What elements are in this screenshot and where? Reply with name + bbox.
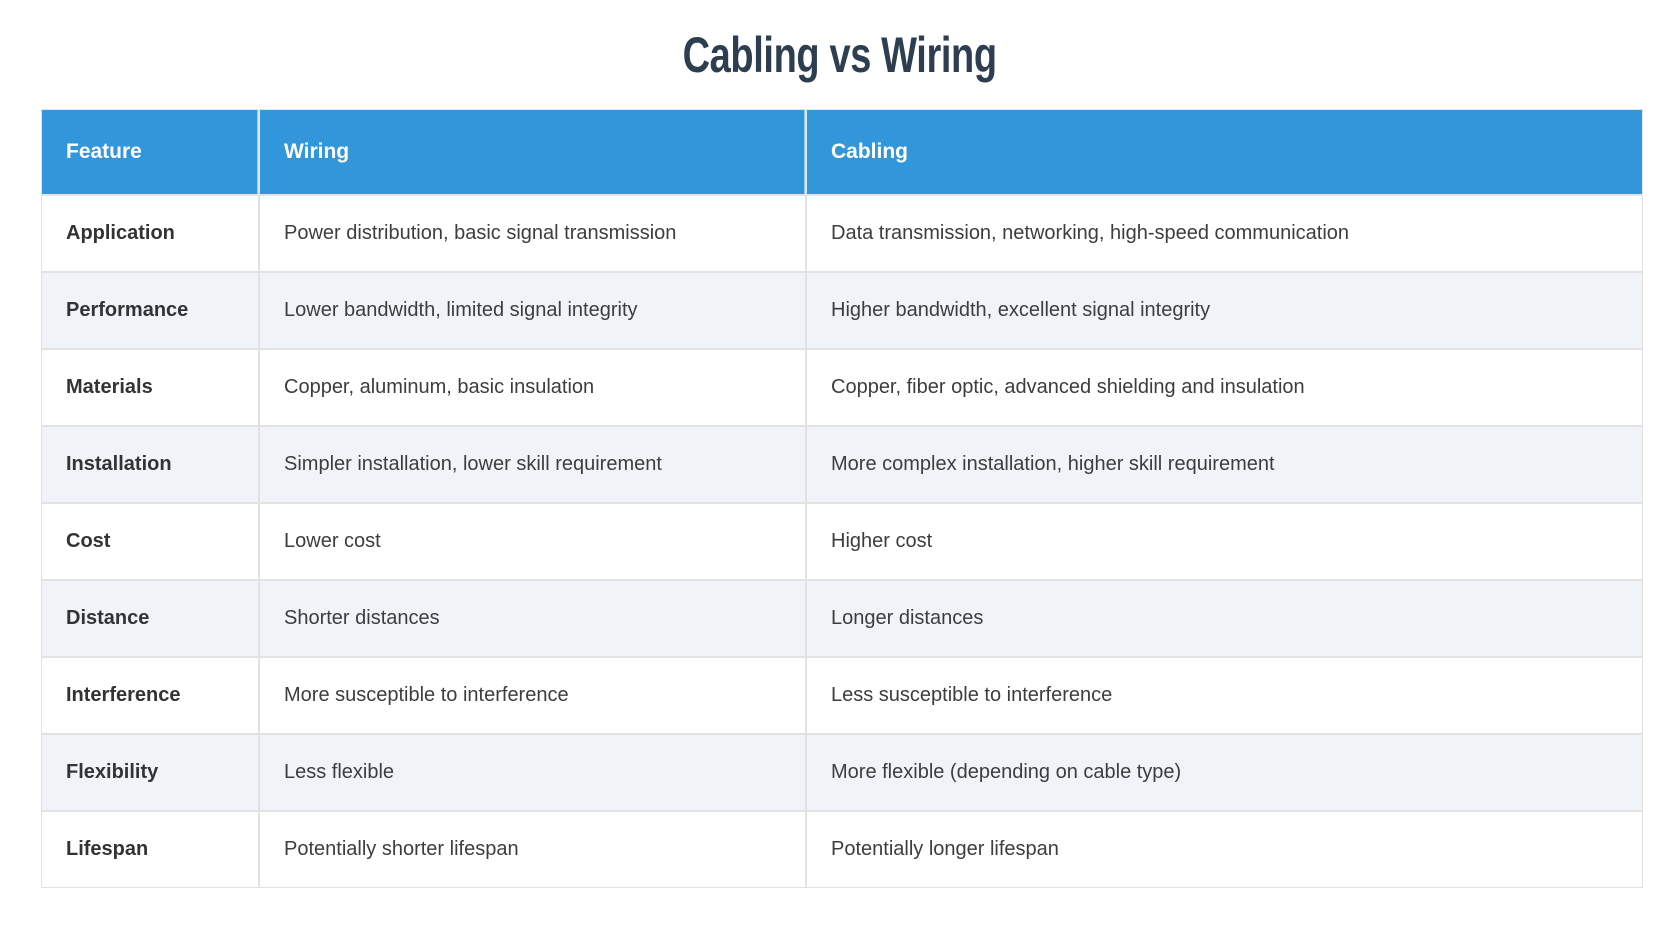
column-header-feature: Feature (42, 110, 258, 194)
cabling-cell: Higher bandwidth, excellent signal integrity (807, 273, 1642, 348)
table-row (42, 581, 1642, 656)
cabling-cell: Data transmission, networking, high-speed communication (807, 196, 1642, 271)
feature-cell: Cost (42, 504, 258, 579)
feature-cell: Materials (42, 350, 258, 425)
wiring-cell: Power distribution, basic signal transmission (260, 196, 805, 271)
table-row (42, 735, 1642, 810)
table-row (42, 504, 1642, 579)
wiring-cell: Shorter distances (260, 581, 805, 656)
wiring-cell: Lower cost (260, 504, 805, 579)
wiring-cell: Copper, aluminum, basic insulation (260, 350, 805, 425)
cabling-cell: Higher cost (807, 504, 1642, 579)
table-row (42, 196, 1642, 271)
cabling-cell: More flexible (depending on cable type) (807, 735, 1642, 810)
cabling-cell: Longer distances (807, 581, 1642, 656)
feature-cell: Lifespan (42, 812, 258, 887)
header-row (42, 110, 1642, 194)
column-header-cabling: Cabling (807, 110, 1642, 194)
feature-cell: Flexibility (42, 735, 258, 810)
table-row (42, 273, 1642, 348)
page-title-text: Cabling vs Wiring (682, 27, 998, 83)
wiring-cell: Simpler installation, lower skill requirement (260, 427, 805, 502)
wiring-cell: Less flexible (260, 735, 805, 810)
feature-cell: Interference (42, 658, 258, 733)
table-row (42, 350, 1642, 425)
cabling-cell: More complex installation, higher skill requirement (807, 427, 1642, 502)
table-row (42, 658, 1642, 733)
table-row (42, 812, 1642, 887)
cabling-cell: Less susceptible to interference (807, 658, 1642, 733)
column-header-wiring: Wiring (260, 110, 805, 194)
page-title (40, 26, 1640, 88)
feature-cell: Distance (42, 581, 258, 656)
feature-cell: Application (42, 196, 258, 271)
wiring-cell: Potentially shorter lifespan (260, 812, 805, 887)
table-row (42, 427, 1642, 502)
cabling-cell: Copper, fiber optic, advanced shielding and insulation (807, 350, 1642, 425)
feature-cell: Performance (42, 273, 258, 348)
cabling-cell: Potentially longer lifespan (807, 812, 1642, 887)
feature-cell: Installation (42, 427, 258, 502)
wiring-cell: More susceptible to interference (260, 658, 805, 733)
comparison-table (40, 108, 1644, 889)
wiring-cell: Lower bandwidth, limited signal integrity (260, 273, 805, 348)
